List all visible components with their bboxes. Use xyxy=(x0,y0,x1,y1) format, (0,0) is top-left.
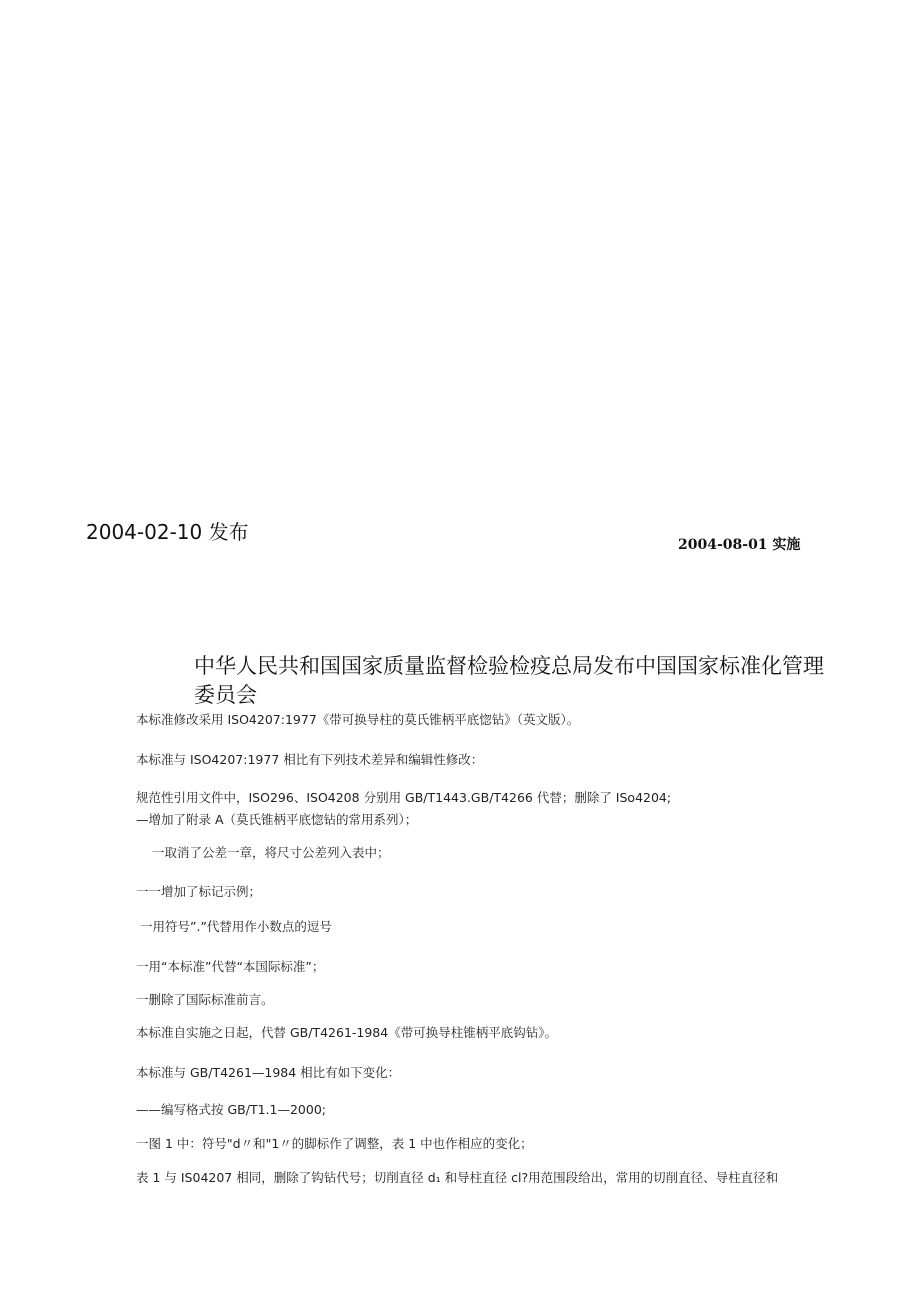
issue-date: 2004-02-10 发布 xyxy=(86,520,249,544)
foreword-line: 表 1 与 IS04207 相同，删除了钩钻代号；切削直径 d₁ 和导柱直径 cl?用范围段给出，常用的切削直径、导柱直径和 xyxy=(136,1170,779,1185)
foreword-line: 一取消了公差一章，将尺寸公差列入表中； xyxy=(152,845,390,860)
foreword-line: 本标准与 GB/T4261—1984 相比有如下变化： xyxy=(136,1065,401,1080)
foreword-line: 本标准与 ISO4207:1977 相比有下列技术差异和编辑性修改： xyxy=(136,752,484,767)
foreword-line: ——编写格式按 GB/T1.1—2000; xyxy=(136,1102,326,1117)
foreword-line: 一删除了国际标准前言。 xyxy=(136,992,274,1007)
foreword-line: 本标准修改采用 ISO4207:1977《带可换导柱的莫氏锥柄平底惚钻》（英文版）。 xyxy=(136,712,580,727)
issuing-authority: 中华人民共和国国家质量监督检验检疫总局发布中国国家标准化管理委员会 xyxy=(194,654,824,707)
foreword-line: 一用符号”.”代替用作小数点的逗号 xyxy=(140,919,332,934)
foreword-line: 一图 1 中：符号"d〃和"1〃的脚标作了调整，表 1 中也作相应的变化； xyxy=(136,1136,533,1151)
foreword-line: 一一增加了标记示例； xyxy=(136,884,262,899)
implementation-date: 2004-08-01 实施 xyxy=(678,537,801,553)
foreword-line: 规范性引用文件中，ISO296、ISO4208 分别用 GB/T1443.GB/T4266 代替；删除了 ISo4204; xyxy=(136,790,672,805)
foreword-line: 一用“本标准”代替“本国际标准”； xyxy=(136,959,325,974)
foreword-line: —增加了附录 A（莫氏锥柄平底惚钻的常用系列）； xyxy=(136,812,418,827)
foreword-line: 本标准自实施之日起，代替 GB/T4261-1984《带可换导柱锥柄平底钩钻》。 xyxy=(136,1025,557,1040)
